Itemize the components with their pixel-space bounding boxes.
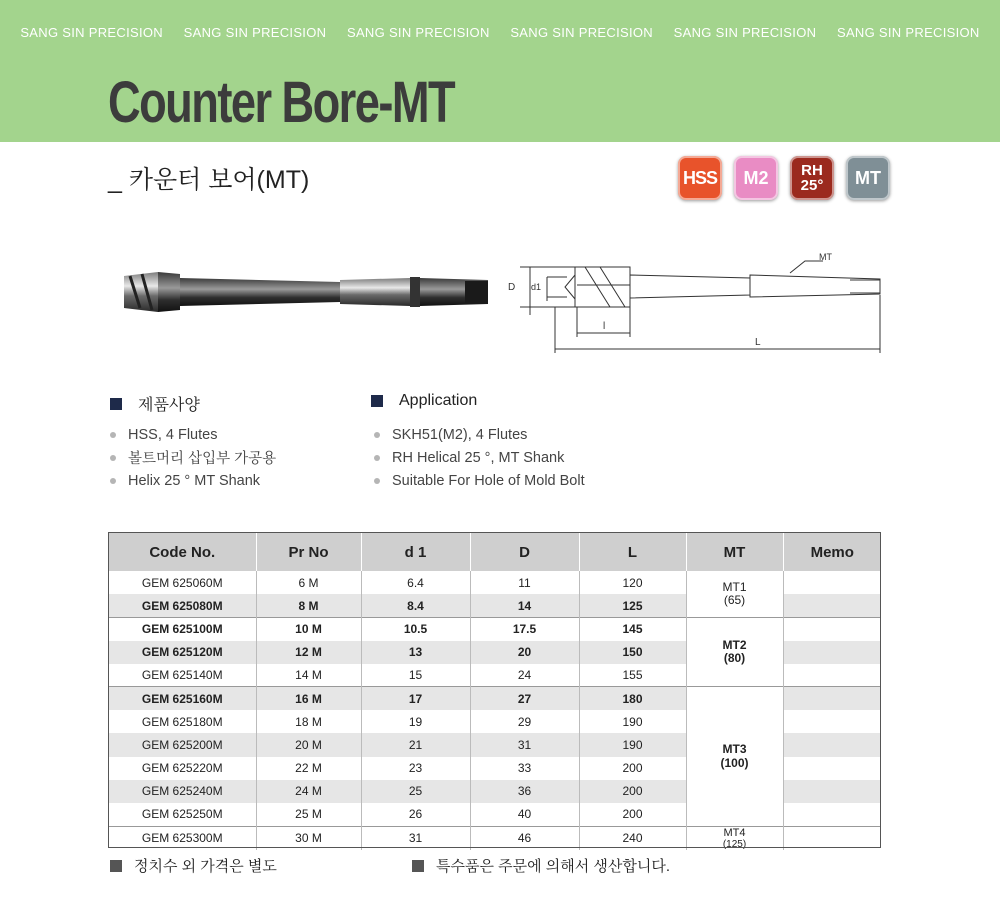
table-cell: 27 [470, 687, 579, 710]
table-cell: 25 M [256, 803, 361, 826]
memo-cell [783, 594, 881, 617]
table-cell: GEM 625120M [109, 641, 256, 664]
table-cell: GEM 625160M [109, 687, 256, 710]
table-cell: GEM 625220M [141, 761, 223, 776]
drawing-label-L: L [755, 337, 761, 348]
memo-cell [783, 803, 881, 826]
drawing-label-D: D [508, 282, 516, 293]
table-cell: 17 [361, 687, 470, 710]
square-bullet-icon [371, 395, 383, 407]
mt-group-cell [686, 826, 783, 850]
table-cell: 15 [361, 664, 470, 687]
table-cell: 145 [579, 617, 686, 640]
brand-text: SANG SIN PRECISION [673, 25, 817, 40]
table-cell: 36 [470, 780, 579, 803]
table-cell: 29 [470, 710, 579, 733]
table-cell: 180 [579, 687, 686, 710]
table-cell: 200 [579, 803, 686, 826]
product-photo [120, 262, 500, 322]
brand-text: SANG SIN PRECISION [346, 25, 490, 40]
col-header: MT [686, 533, 783, 571]
table-cell: GEM 625140M [141, 668, 223, 683]
table-cell: 125 [579, 594, 686, 617]
table-cell: 14 M [256, 664, 361, 687]
table-cell: 33 [470, 757, 579, 780]
drawing-label-d1: d1 [531, 282, 542, 292]
table-cell: 16 M [256, 687, 361, 710]
application-list [374, 423, 585, 492]
list-item: HSS, 4 Flutes [110, 423, 276, 446]
table-cell: 14 [470, 594, 579, 617]
table-cell: 24 [470, 664, 579, 687]
memo-cell [783, 641, 881, 664]
table-cell: 11 [470, 571, 579, 594]
drawing-label-mt: MT [819, 252, 832, 262]
bullet-icon [374, 478, 380, 484]
col-header: Pr No [256, 533, 361, 571]
memo-cell [783, 617, 881, 640]
table-cell: 10.5 [361, 617, 470, 640]
table-cell: 23 [361, 757, 470, 780]
brand-text: SANG SIN PRECISION [20, 25, 163, 40]
table-cell: 20 [470, 641, 579, 664]
rh-badge-bottom: 25° [800, 177, 824, 194]
brand-text: SANG SIN PRECISION [183, 25, 327, 40]
table-cell: 25 [361, 780, 470, 803]
table-cell: 26 [361, 803, 470, 826]
col-header: Memo [783, 533, 881, 571]
table-cell: 6.4 [361, 571, 470, 594]
table-cell: 8 M [256, 594, 361, 617]
table-cell: 22 M [256, 757, 361, 780]
memo-cell [783, 710, 881, 733]
table-cell: 30 M [256, 826, 361, 850]
table-cell: GEM 625100M [109, 617, 256, 640]
mt-group-sub: (65) [723, 592, 746, 607]
table-cell: 120 [579, 571, 686, 594]
mt-group-label: MT2 [722, 637, 747, 652]
col-header: L [579, 533, 686, 571]
mt-group-sub: (100) [720, 755, 749, 770]
memo-cell [783, 571, 881, 594]
m2-badge: M2 [734, 156, 778, 200]
mt-group-cell [686, 617, 783, 687]
bullet-icon [110, 478, 116, 484]
table-cell: 20 M [256, 733, 361, 756]
mt-group-label: MT3 [722, 742, 747, 757]
mt-group-cell [686, 571, 783, 617]
memo-cell [783, 664, 881, 687]
square-bullet-icon [110, 860, 122, 872]
list-item: Helix 25 ° MT Shank [110, 469, 276, 492]
table-cell: 155 [579, 664, 686, 687]
bullet-icon [110, 432, 116, 438]
hss-badge: HSS [678, 156, 722, 200]
drawing-label-l: l [603, 321, 606, 332]
square-bullet-icon [110, 398, 122, 410]
table-header-row [109, 533, 881, 571]
table-cell: 24 M [256, 780, 361, 803]
spec-heading-text: 제품사양 [138, 397, 200, 414]
table-row [109, 617, 881, 640]
table-cell: GEM 625180M [141, 714, 223, 729]
mt-group-sub: (80) [723, 651, 746, 666]
list-item: 볼트머리 삽입부 가공용 [110, 446, 276, 469]
table-cell: 46 [470, 826, 579, 850]
page-subtitle: _ 카운터 보어(MT) [108, 166, 310, 194]
table-cell: 150 [579, 641, 686, 664]
table-row [109, 687, 881, 710]
col-header: Code No. [109, 533, 256, 571]
mt-group-label: MT1 [722, 579, 747, 594]
technical-drawing [505, 245, 890, 360]
list-item: SKH51(M2), 4 Flutes [374, 423, 585, 446]
table-cell: 17.5 [470, 617, 579, 640]
rh-badge-top: RH [801, 162, 823, 179]
application-heading [371, 392, 477, 410]
mt-group-sub: (125) [722, 838, 747, 850]
spec-list [110, 423, 276, 492]
table-cell: GEM 625250M [141, 807, 223, 822]
footnote-special: 특수품은 주문에 의해서 생산합니다. [412, 855, 670, 876]
table-cell: 190 [579, 710, 686, 733]
list-item: Suitable For Hole of Mold Bolt [374, 469, 585, 492]
brand-text: SANG SIN PRECISION [836, 25, 980, 40]
table-cell: 12 M [256, 641, 361, 664]
material-badges [678, 156, 890, 200]
table-cell: 19 [361, 710, 470, 733]
table-cell: 6 M [256, 571, 361, 594]
mt-group-label: MT4 [723, 826, 746, 839]
list-item: RH Helical 25 °, MT Shank [374, 446, 585, 469]
page-title: Counter Bore-MT [108, 70, 455, 135]
spec-table [109, 533, 881, 850]
table-cell: 13 [361, 641, 470, 664]
bullet-icon [110, 455, 116, 461]
memo-cell [783, 687, 881, 710]
bullet-icon [374, 432, 380, 438]
table-cell: 240 [579, 826, 686, 850]
table-cell: 10 M [256, 617, 361, 640]
spec-heading [110, 392, 200, 415]
table-row [109, 571, 881, 594]
application-heading-text: Application [399, 392, 478, 409]
table-cell: GEM 625240M [109, 780, 256, 803]
table-cell: GEM 625080M [109, 594, 256, 617]
brand-text: SANG SIN PRECISION [510, 25, 653, 40]
table-cell: 31 [361, 826, 470, 850]
bullet-icon [374, 455, 380, 461]
table-cell: 18 M [256, 710, 361, 733]
table-cell: 21 [361, 733, 470, 756]
table-cell: 40 [470, 803, 579, 826]
table-row [109, 826, 881, 850]
footnote-price: 정치수 외 가격은 별도 [110, 855, 277, 876]
table-cell: 200 [579, 780, 686, 803]
table-cell: GEM 625200M [109, 733, 256, 756]
memo-cell [783, 780, 881, 803]
table-cell: 31 [470, 733, 579, 756]
table-cell: 200 [579, 757, 686, 780]
mt-group-cell [686, 687, 783, 826]
mt-badge: MT [846, 156, 890, 200]
brand-row [0, 25, 1000, 40]
table-cell: GEM 625300M [109, 826, 256, 850]
col-header: d 1 [361, 533, 470, 571]
table-cell: 8.4 [361, 594, 470, 617]
table-cell: 190 [579, 733, 686, 756]
square-bullet-icon [412, 860, 424, 872]
memo-cell [783, 733, 881, 756]
rh-badge [790, 156, 834, 200]
col-header: D [470, 533, 579, 571]
table-cell: GEM 625060M [141, 575, 223, 590]
memo-cell [783, 757, 881, 780]
memo-cell [783, 826, 881, 850]
